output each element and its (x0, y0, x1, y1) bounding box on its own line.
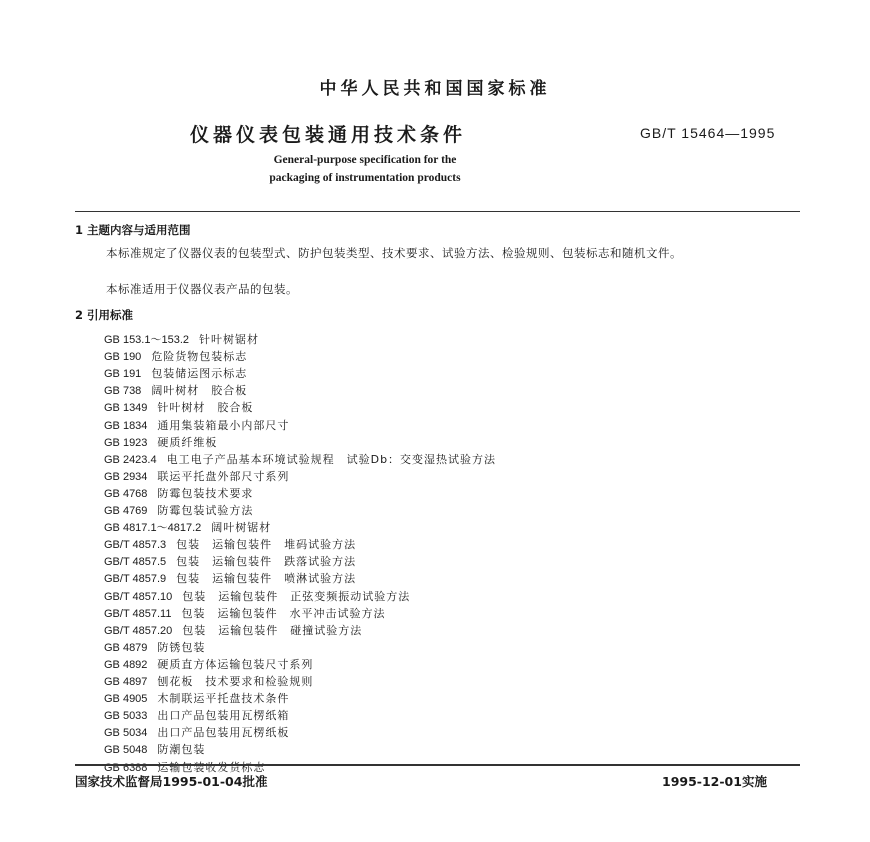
reference-code: GB/T 4857.20 (104, 624, 173, 637)
bottom-divider (75, 764, 800, 766)
reference-code: GB 2934 (104, 470, 148, 483)
reference-item (104, 468, 289, 485)
section-1-paragraph-2: 本标准适用于仪器仪表产品的包装。 (106, 282, 298, 296)
reference-item (104, 622, 362, 639)
reference-code: GB 4879 (104, 641, 148, 654)
reference-item (104, 331, 259, 348)
reference-item (104, 365, 247, 382)
reference-code: GB 6388 (104, 761, 148, 774)
reference-title: 包装 运输包装件 水平冲击试验方法 (181, 606, 386, 620)
reference-title: 防潮包装 (157, 743, 206, 757)
reference-title: 阔叶树锯材 (211, 521, 272, 535)
reference-code: GB 1834 (104, 419, 148, 432)
national-standard-heading: 中华人民共和国国家标准 (319, 79, 551, 99)
reference-item (104, 502, 253, 519)
reference-code: GB/T 4857.3 (104, 539, 167, 552)
reference-title: 包装储运图示标志 (151, 367, 248, 381)
reference-code: GB 1923 (104, 436, 148, 449)
reference-item (104, 399, 253, 416)
reference-item (104, 724, 289, 741)
reference-title: 包装 运输包装件 正弦变频振动试验方法 (182, 589, 411, 603)
reference-code: GB 5048 (104, 744, 148, 757)
reference-code: GB 190 (104, 351, 142, 364)
reference-code: GB 191 (104, 368, 142, 381)
top-divider (75, 211, 800, 212)
reference-code: GB/T 4857.5 (104, 556, 167, 569)
standard-title: 仪器仪表包装通用技术条件 (190, 124, 467, 146)
reference-item (104, 382, 247, 399)
english-title-line1: General-purpose specification for the (273, 154, 457, 166)
standard-code: GB/T 15464—1995 (640, 125, 776, 141)
reference-code: GB 2423.4 (104, 453, 157, 466)
reference-title: 包装 运输包装件 碰撞试验方法 (182, 623, 363, 637)
reference-item (104, 707, 289, 724)
reference-title: 电工电子产品基本环境试验规程 试验Db：交变湿热试验方法 (166, 452, 497, 466)
reference-title: 防霉包装试验方法 (157, 504, 254, 517)
reference-code: GB 4817.1～4817.2 (104, 522, 202, 535)
reference-code: GB 4892 (104, 658, 148, 671)
reference-item (104, 673, 313, 690)
english-title-line2: packaging of instrumentation products (269, 172, 461, 184)
reference-title: 阔叶树材 胶合板 (151, 384, 248, 398)
reference-item (104, 348, 247, 365)
reference-item (104, 553, 356, 570)
reference-title: 针叶树材 胶合板 (157, 401, 254, 415)
section-2-heading: 2 引用标准 (75, 308, 134, 322)
reference-title: 危险货物包装标志 (151, 350, 248, 364)
reference-title: 刨花板 技术要求和检验规则 (157, 675, 314, 688)
reference-code: GB/T 4857.10 (104, 590, 173, 603)
reference-item (104, 485, 253, 502)
reference-title: 出口产品包装用瓦楞纸板 (157, 726, 290, 740)
reference-title: 针叶树锯材 (199, 333, 260, 346)
reference-title: 包装 运输包装件 堆码试验方法 (176, 538, 357, 552)
section-1-heading: 1 主题内容与适用范围 (75, 223, 191, 237)
reference-item (104, 536, 356, 553)
approval-line: 国家技术监督局1995-01-04批准 (75, 774, 268, 789)
reference-code: GB 4897 (104, 676, 148, 688)
reference-item (104, 656, 313, 673)
reference-title: 硬质纤维板 (157, 435, 218, 449)
reference-item (104, 588, 410, 605)
reference-item (104, 741, 205, 758)
reference-code: GB 738 (104, 385, 142, 398)
reference-code: GB 153.1～153.2 (104, 334, 190, 346)
reference-code: GB/T 4857.9 (104, 573, 167, 586)
reference-title: 防霉包装技术要求 (157, 486, 254, 500)
reference-item (104, 639, 205, 656)
reference-code: GB 4769 (104, 505, 148, 517)
reference-title: 通用集装箱最小内部尺寸 (157, 418, 290, 432)
reference-item (104, 417, 289, 434)
reference-title: 联运平托盘外部尺寸系列 (157, 469, 290, 483)
reference-code: GB 5034 (104, 727, 148, 740)
reference-item (104, 519, 271, 536)
reference-item (104, 690, 289, 707)
reference-item (104, 451, 496, 468)
reference-title: 运输包装收发货标志 (157, 760, 266, 774)
reference-code: GB 4768 (104, 487, 148, 500)
reference-title: 包装 运输包装件 喷淋试验方法 (176, 572, 357, 586)
implementation-date: 1995-12-01实施 (662, 774, 767, 789)
section-1-paragraph-1: 本标准规定了仪器仪表的包装型式、防护包装类型、技术要求、试验方法、检验规则、包装标志和随机文件。 (106, 246, 682, 260)
reference-title: 出口产品包装用瓦楞纸箱 (157, 709, 290, 723)
reference-code: GB/T 4857.11 (104, 607, 172, 620)
reference-code: GB 5033 (104, 710, 148, 723)
reference-item (104, 434, 217, 451)
reference-item (104, 605, 385, 622)
reference-code: GB 1349 (104, 402, 148, 415)
reference-title: 包装 运输包装件 跌落试验方法 (176, 555, 357, 569)
reference-title: 硬质直方体运输包装尺寸系列 (157, 657, 314, 671)
reference-code: GB 4905 (104, 693, 148, 706)
reference-title: 防锈包装 (157, 640, 206, 654)
reference-item (104, 570, 356, 587)
reference-title: 木制联运平托盘技术条件 (157, 692, 290, 706)
